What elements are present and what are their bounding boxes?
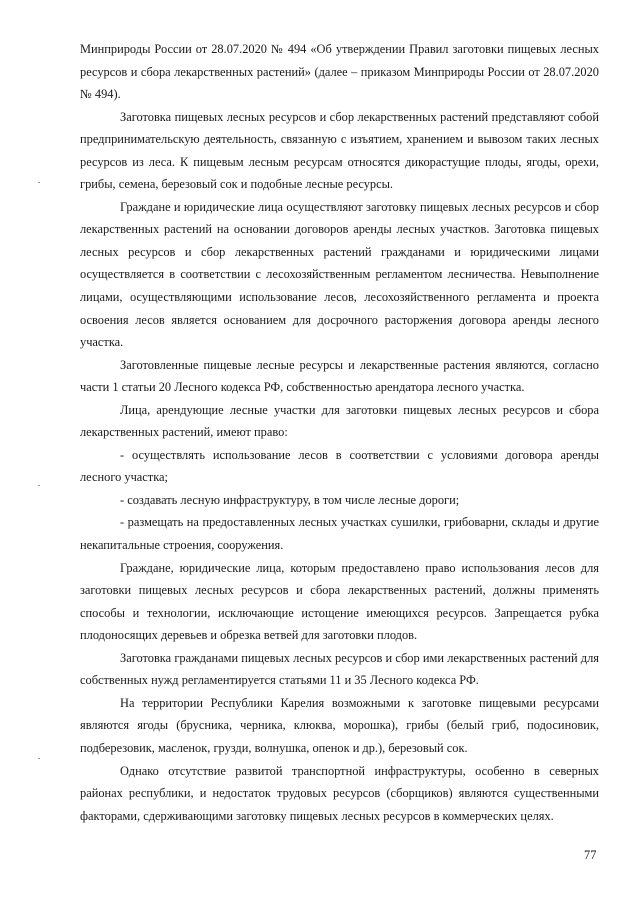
paragraph: На территории Республики Карелия возможными к заготовке пищевыми ресурсами являются ягоды (брусника, черника, клюква, морошка), грибы (белый гриб, подосиновик, подберезовик, масленок, грузди, волнушка, опенок и др.), березовый сок. — [80, 695, 599, 755]
list-item: - создавать лесную инфраструктуру, в том числе лесные дороги; — [120, 492, 460, 507]
paragraph: Заготовка пищевых лесных ресурсов и сбор лекарственных растений представляют собой предпринимательскую деятельность, связанную с изъятием, хранением и вывозом таких лесных ресурсов из леса. К пищевым лесным ресурсам относятся дикорастущие плоды, ягоды, орехи, грибы, семена, березовый сок и подобные лесные ресурсы. — [80, 109, 599, 192]
scan-speck — [38, 182, 40, 183]
list-item: - осуществлять использование лесов в соответствии с условиями договора аренды лесного участка; — [80, 447, 599, 485]
paragraph: Граждане, юридические лица, которым предоставлено право использования лесов для заготовки пищевых лесных ресурсов и сбора лекарственных растений, должны применять способы и технологии, исключающие истощение имеющихся ресурсов. Запрещается рубка плодоносящих деревьев и обрезка ветвей для заготовки плодов. — [80, 560, 599, 643]
scan-speck — [38, 758, 40, 759]
list-item: - размещать на предоставленных лесных участках сушилки, грибоварни, склады и другие некапитальные строения, сооружения. — [80, 515, 599, 553]
document-body — [80, 38, 599, 827]
paragraph-continuation: Минприроды России от 28.07.2020 № 494 «Об утверждении Правил заготовки пищевых лесных ресурсов и сбора лекарственных растений» (далее – приказом Минприроды России от 28.07.2020 № 494). — [80, 42, 599, 102]
paragraph: Граждане и юридические лица осуществляют заготовку пищевых лесных ресурсов и сбор лекарственных растений на основании договоров аренды лесных участков. Заготовка пищевых лесных ресурсов и сбор лекарственных растений гражданами и юридическими лицами осуществляется в соответствии с лесохозяйственным регламентом лесничества. Невыполнение лицами, осуществляющими использование лесов, лесохозяйственного регламента и проекта освоения лесов является основанием для досрочного расторжения договора аренды лесного участка. — [80, 199, 599, 350]
paragraph: Лица, арендующие лесные участки для заготовки пищевых лесных ресурсов и сбора лекарственных растений, имеют право: — [80, 402, 599, 440]
paragraph: Заготовка гражданами пищевых лесных ресурсов и сбор ими лекарственных растений для собственных нужд регламентируется статьями 11 и 35 Лесного кодекса РФ. — [80, 650, 599, 688]
paragraph: Заготовленные пищевые лесные ресурсы и лекарственные растения являются, согласно части 1 статьи 20 Лесного кодекса РФ, собственностью арендатора лесного участка. — [80, 357, 599, 395]
paragraph: Однако отсутствие развитой транспортной инфраструктуры, особенно в северных районах республики, и недостаток трудовых ресурсов (сборщиков) являются существенными факторами, сдерживающими заготовку пищевых лесных ресурсов в коммерческих целях. — [80, 763, 599, 823]
page-number: 77 — [584, 848, 597, 862]
scan-speck — [38, 485, 40, 486]
